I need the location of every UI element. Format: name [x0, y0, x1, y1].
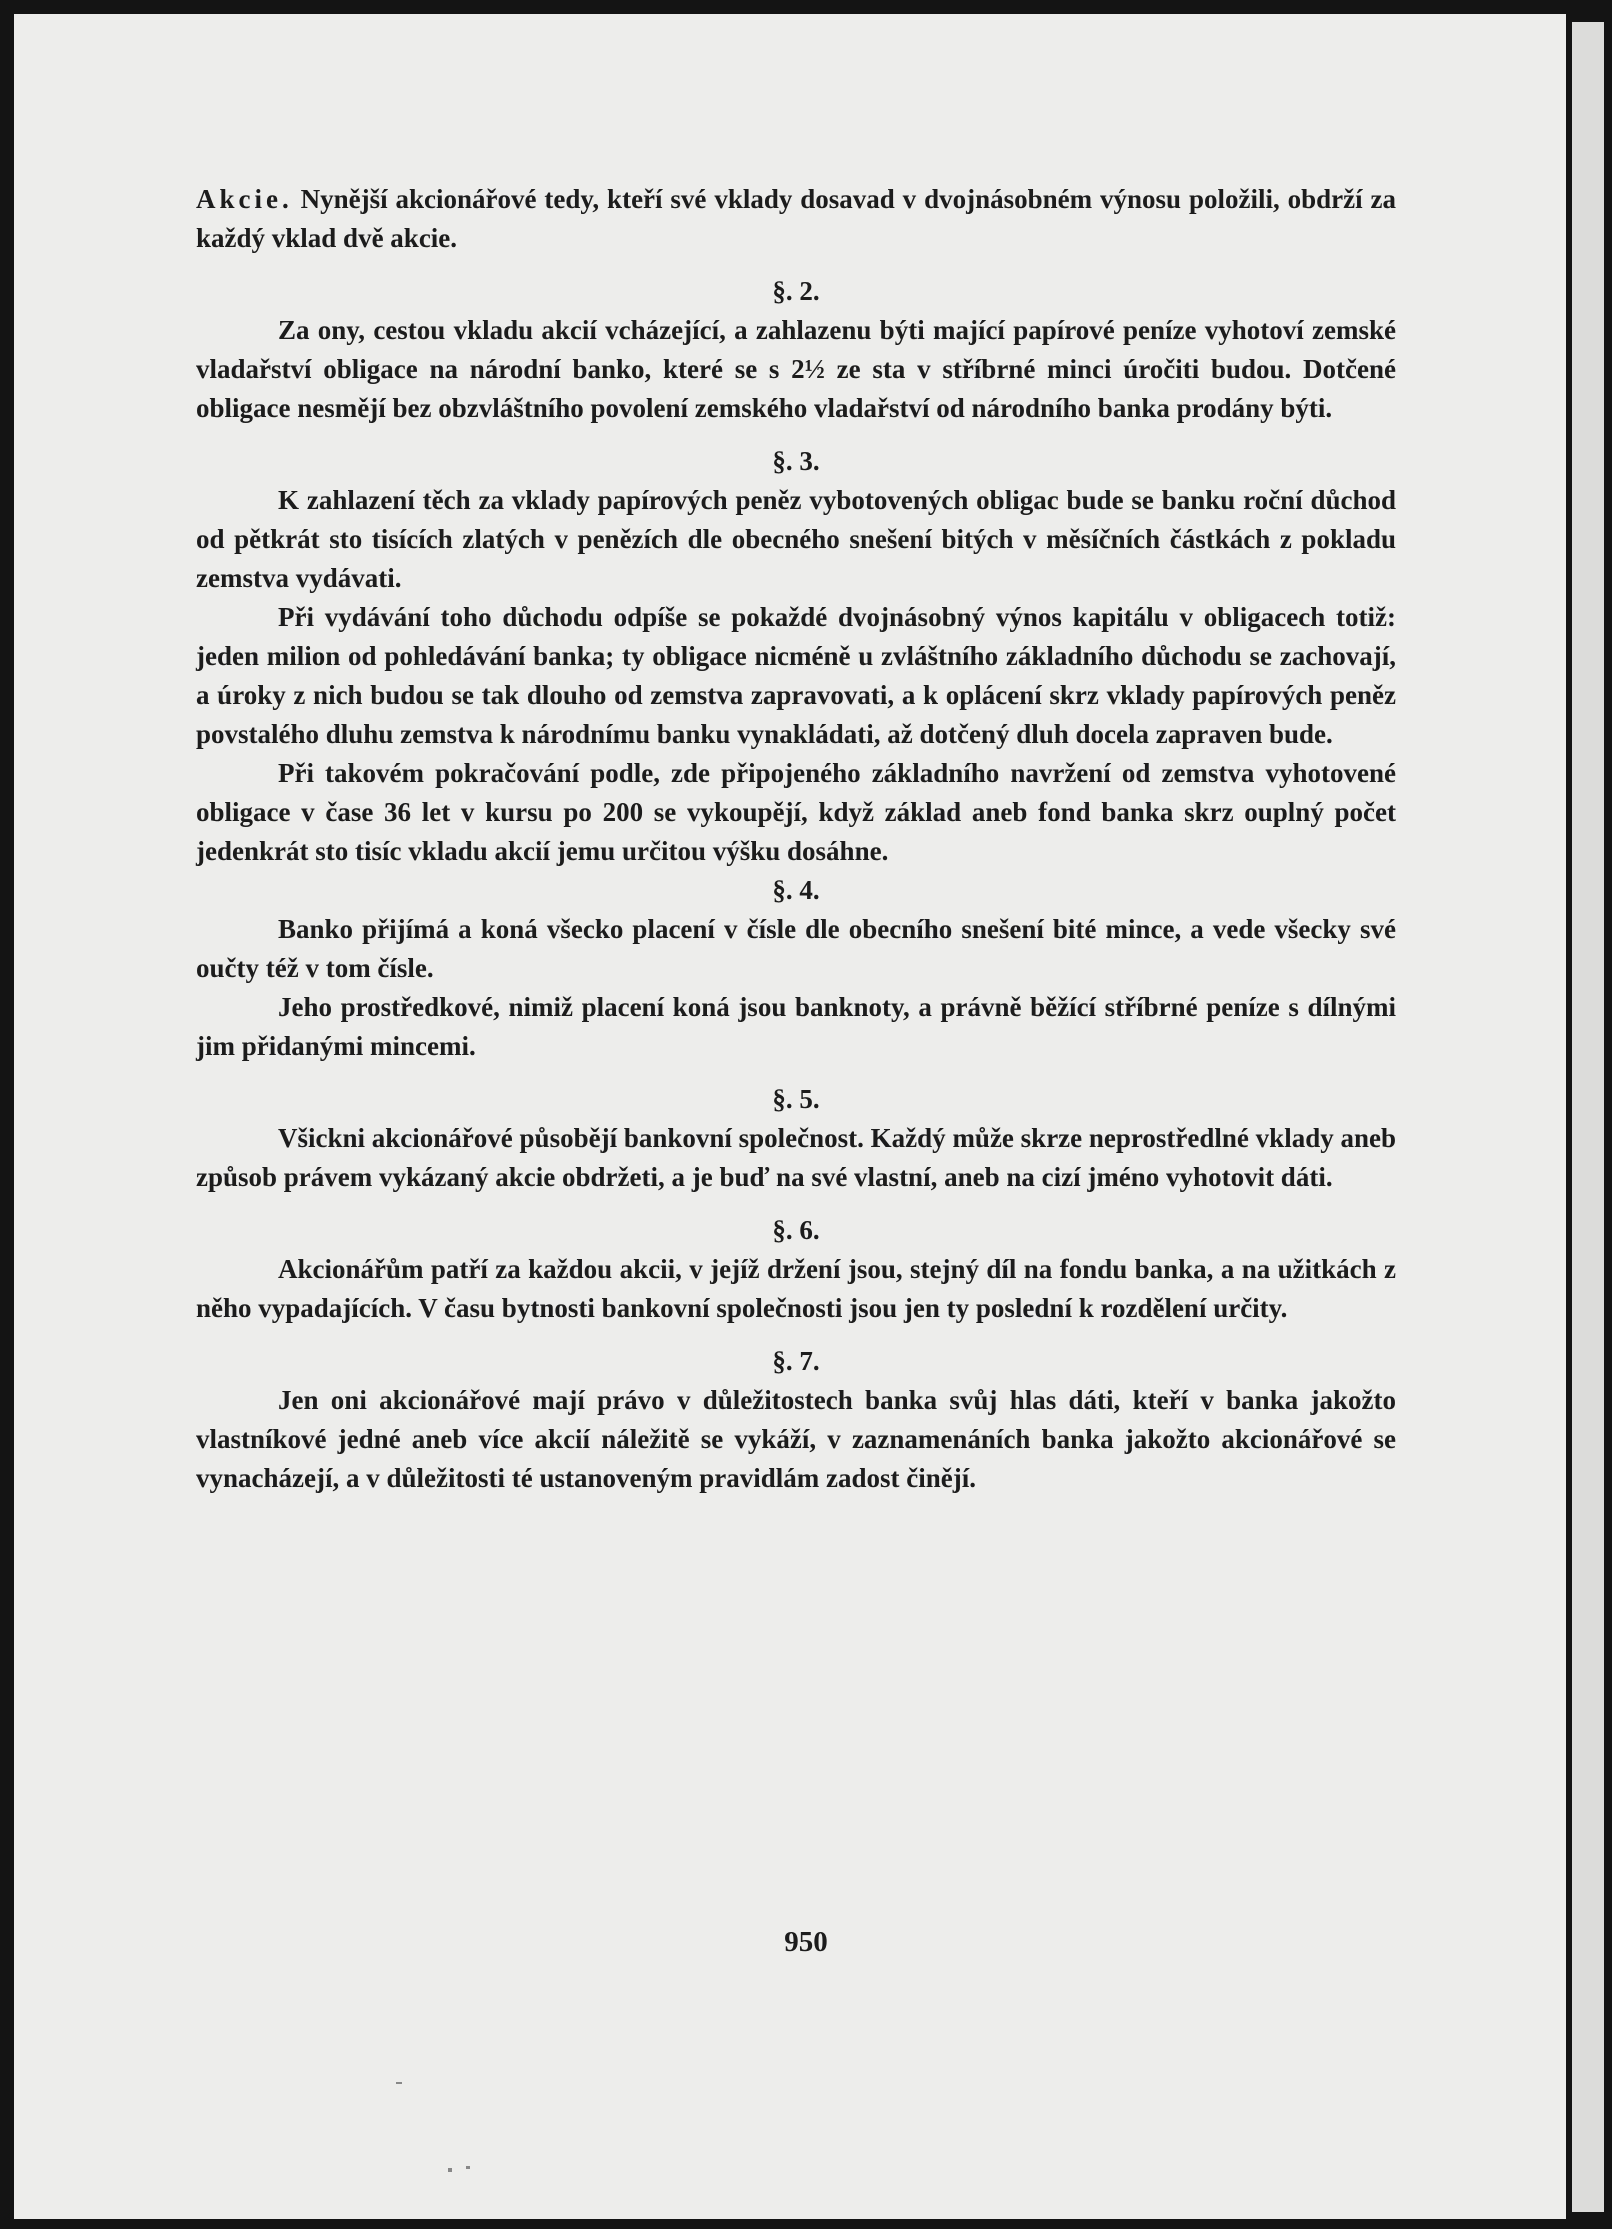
- section-3-paragraph-2: Při vydávání toho důchodu odpíše se pokaždé dvojnásobný výnos kapitálu v obligacech totiž: jeden milion od pohledávání banka; ty obligace nicméně u zvláštního základního důchodu se zachovají, a úroky z nich budou se tak dlouho od zemstva zapravovati, a k oplácení skrz vklady papírových peněz povstalého dluhu zemstva k národnímu banku vynakládati, až dotčený dluh docela zapraven bude.: [196, 602, 1396, 749]
- section-6-heading: §. 6.: [772, 1215, 820, 1245]
- intro-lead-word: Akcie.: [196, 184, 293, 214]
- section-7-paragraph-1: Jen oni akcionářové mají právo v důležitostech banka svůj hlas dáti, kteří v banka jakožto vlastníkové jedné aneb více akcií náležitě se vykáží, v zaznamenáních banka jakožto akcionářové se vynacházejí, a v důležitosti té ustanoveným pravidlám zadost činějí.: [196, 1385, 1396, 1493]
- section-3-heading: §. 3.: [772, 446, 820, 476]
- page-number: 950: [784, 1926, 828, 1958]
- section-2-paragraph-1: Za ony, cestou vkladu akcií vcházející, a zahlazenu býti mající papírové peníze vyhotoví zemské vladařství obligace na národní banko, které se s 2½ ze sta v stříbrné minci úročiti budou. Dotčené obligace nesmějí bez obzvláštního povolení zemského vladařství od národního banka prodány býti.: [196, 315, 1396, 423]
- intro-text: Nynější akcionářové tedy, kteří své vklady dosavad v dvojnásobném výnosu položili, obdrží za každý vklad dvě akcie.: [196, 184, 1396, 253]
- section-4-paragraph-2: Jeho prostředkové, nimiž placení koná jsou banknoty, a právně běžící stříbrné peníze s dílnými jim přidanými mincemi.: [196, 992, 1396, 1061]
- intro-paragraph: [196, 180, 1396, 258]
- section-3-paragraph-3: Při takovém pokračování podle, zde připojeného základního navržení od zemstva vyhotovené obligace v čase 36 let v kursu po 200 se vykoupějí, když základ aneb fond banka skrz ouplný počet jedenkrát sto tisíc vkladu akcií jemu určitou výšku dosáhne.: [196, 758, 1396, 866]
- document-body: [196, 180, 1396, 1498]
- section-4-heading: §. 4.: [772, 875, 820, 905]
- section-5-heading: §. 5.: [772, 1084, 820, 1114]
- section-6-paragraph-1: Akcionářům patří za každou akcii, v jejíž držení jsou, stejný díl na fondu banka, a na užitkách z něho vypadajících. V času bytnosti bankovní společnosti jsou jen ty poslední k rozdělení určity.: [196, 1254, 1396, 1323]
- adjacent-page-edge: [1572, 22, 1604, 2212]
- section-5-paragraph-1: Všickni akcionářové působějí bankovní společnost. Každý může skrze neprostředlné vklady aneb způsob právem vykázaný akcie obdržeti, a je buď na své vlastní, aneb na cizí jméno vyhotovit dáti.: [196, 1123, 1396, 1192]
- scan-speck: [396, 2082, 402, 2084]
- section-2-heading: §. 2.: [772, 276, 820, 306]
- section-4-paragraph-1: Banko přijímá a koná všecko placení v čísle dle obecního snešení bité mince, a vede všecky své oučty též v tom čísle.: [196, 914, 1396, 983]
- scan-speck: [448, 2168, 452, 2172]
- section-7-heading: §. 7.: [772, 1346, 820, 1376]
- section-3-paragraph-1: K zahlazení těch za vklady papírových peněz vybotovených obligac bude se banku roční důchod od pětkrát sto tisících zlatých v penězích dle obecného snešení bitých v měsíčních částkách z pokladu zemstva vydávati.: [196, 485, 1396, 593]
- scan-speck: [466, 2166, 470, 2169]
